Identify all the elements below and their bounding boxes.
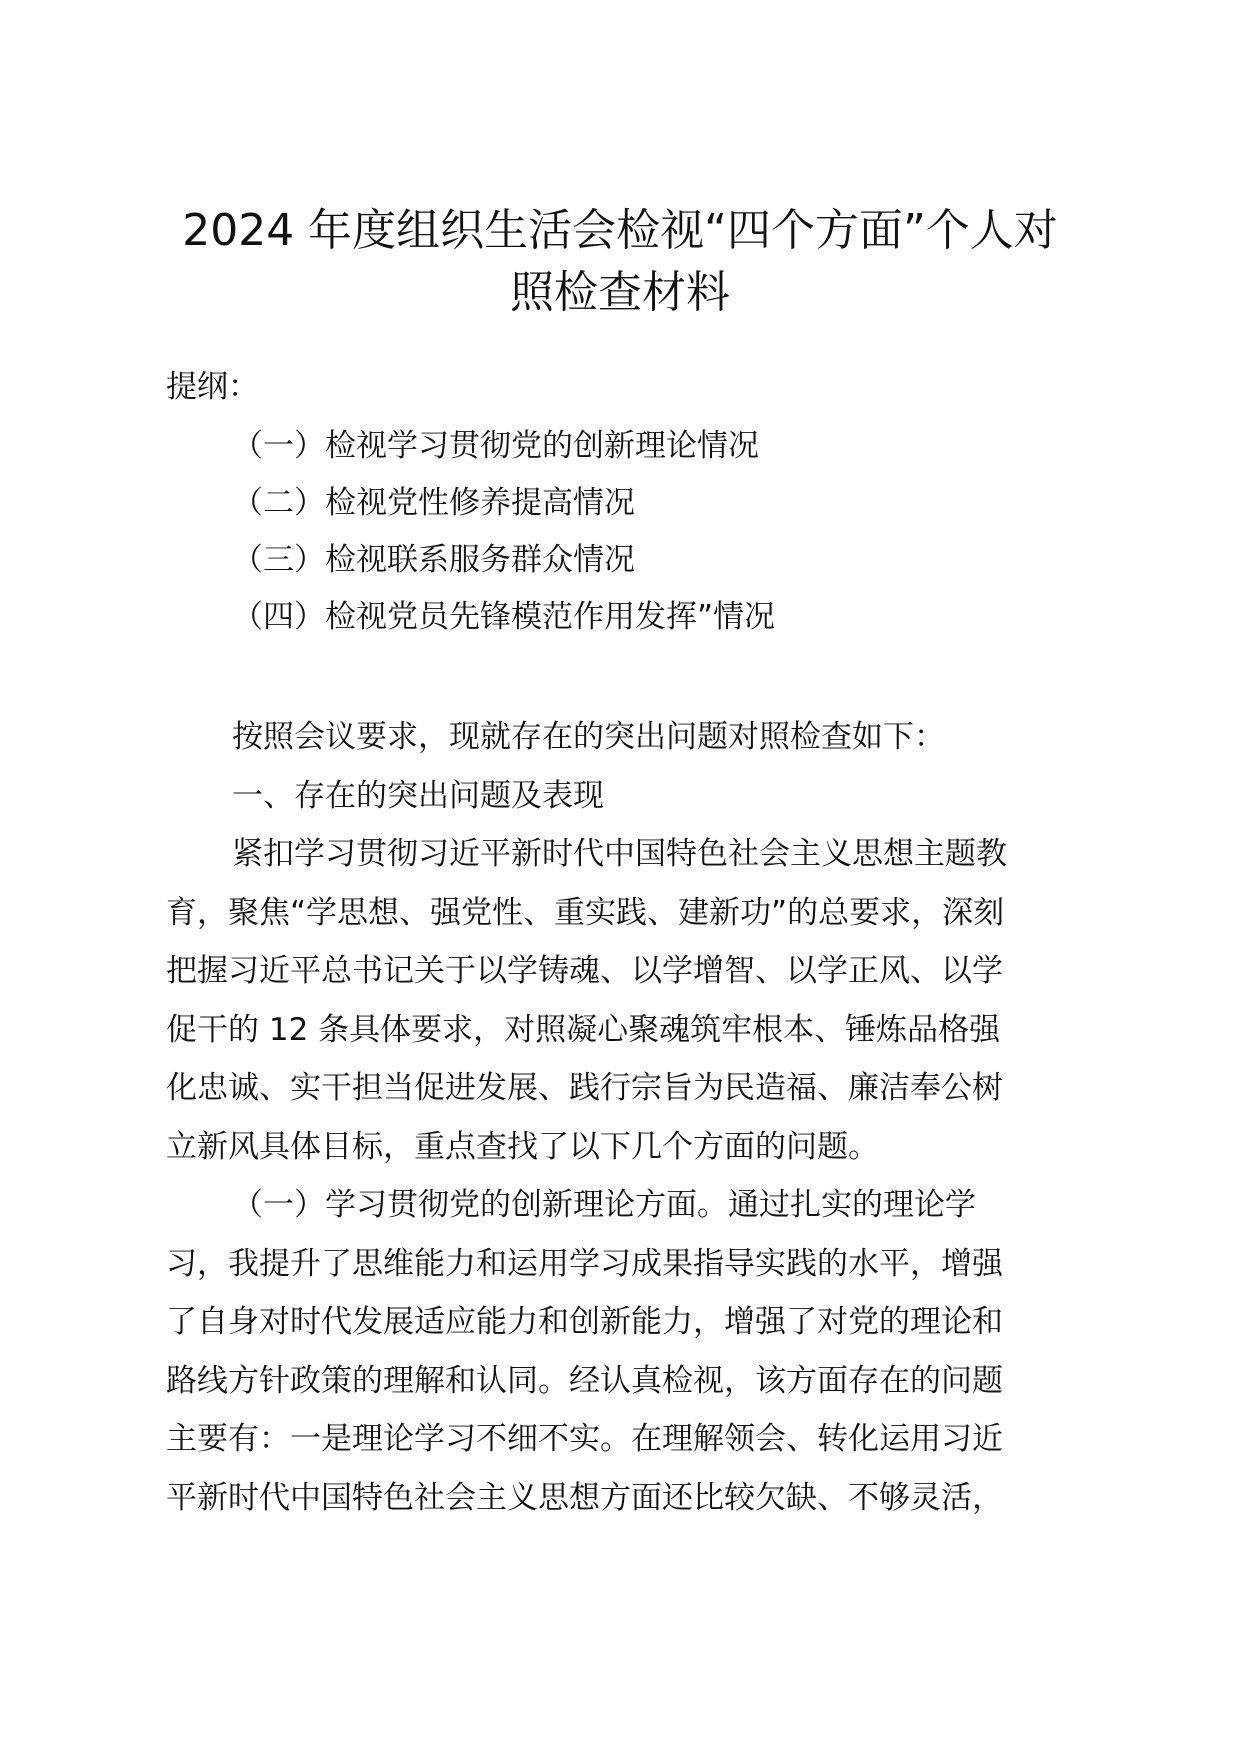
paragraph-2-line-3: 了自身对时代发展适应能力和创新能力，增强了对党的理论和 — [166, 1304, 1003, 1340]
document-title-line-1: 2024 年度组织生活会检视“四个方面”个人对 — [182, 205, 1058, 256]
paragraph-2-line-6: 平新时代中国特色社会主义思想方面还比较欠缺、不够灵活， — [166, 1479, 1003, 1516]
paragraph-1-line-6: 立新风具体目标，重点查找了以下几个方面的问题。 — [166, 1128, 879, 1165]
body-text — [166, 708, 1086, 1527]
document-title-line-2: 照检查材料 — [510, 267, 730, 318]
outline-label: 提纲： — [166, 369, 259, 405]
paragraph-2-line-5: 主要有：一是理论学习不细不实。在理解领会、转化运用习近 — [166, 1421, 1003, 1457]
outline-item-4: （四）检视党员先锋模范作用发挥”情况 — [232, 599, 776, 635]
paragraph-1-line-2: 育，聚焦“学思想、强党性、重实践、建新功”的总要求，深刻 — [166, 894, 1005, 931]
paragraph-2-line-4: 路线方针政策的理解和认同。经认真检视，该方面存在的问题 — [166, 1362, 1003, 1399]
paragraph-1-line-1: 紧扣学习贯彻习近平新时代中国特色社会主义思想主题教 — [232, 836, 1007, 872]
paragraph-2-line-2: 习，我提升了思维能力和运用学习成果指导实践的水平，增强 — [166, 1245, 1003, 1282]
outline-item-1: （一）检视学习贯彻党的创新理论情况 — [232, 428, 759, 464]
paragraph-1-line-3: 把握习近平总书记关于以学铸魂、以学增智、以学正风、以学 — [166, 953, 1003, 989]
outline-item-2: （二）检视党性修养提高情况 — [232, 485, 635, 521]
paragraph-1-line-5: 化忠诚、实干担当促进发展、践行宗旨为民造福、廉洁奉公树 — [166, 1070, 1003, 1106]
intro-paragraph: 按照会议要求，现就存在的突出问题对照检查如下： — [232, 719, 945, 755]
section-heading-1: 一、存在的突出问题及表现 — [232, 777, 604, 814]
paragraph-2-line-1: （一）学习贯彻党的创新理论方面。通过扎实的理论学 — [232, 1187, 976, 1223]
outline-list — [232, 418, 775, 646]
paragraph-1-line-4: 促干的 12 条具体要求，对照凝心聚魂筑牢根本、锤炼品格强 — [166, 1011, 1001, 1048]
outline-item-3: （三）检视联系服务群众情况 — [232, 542, 635, 578]
document-title — [150, 200, 1090, 324]
